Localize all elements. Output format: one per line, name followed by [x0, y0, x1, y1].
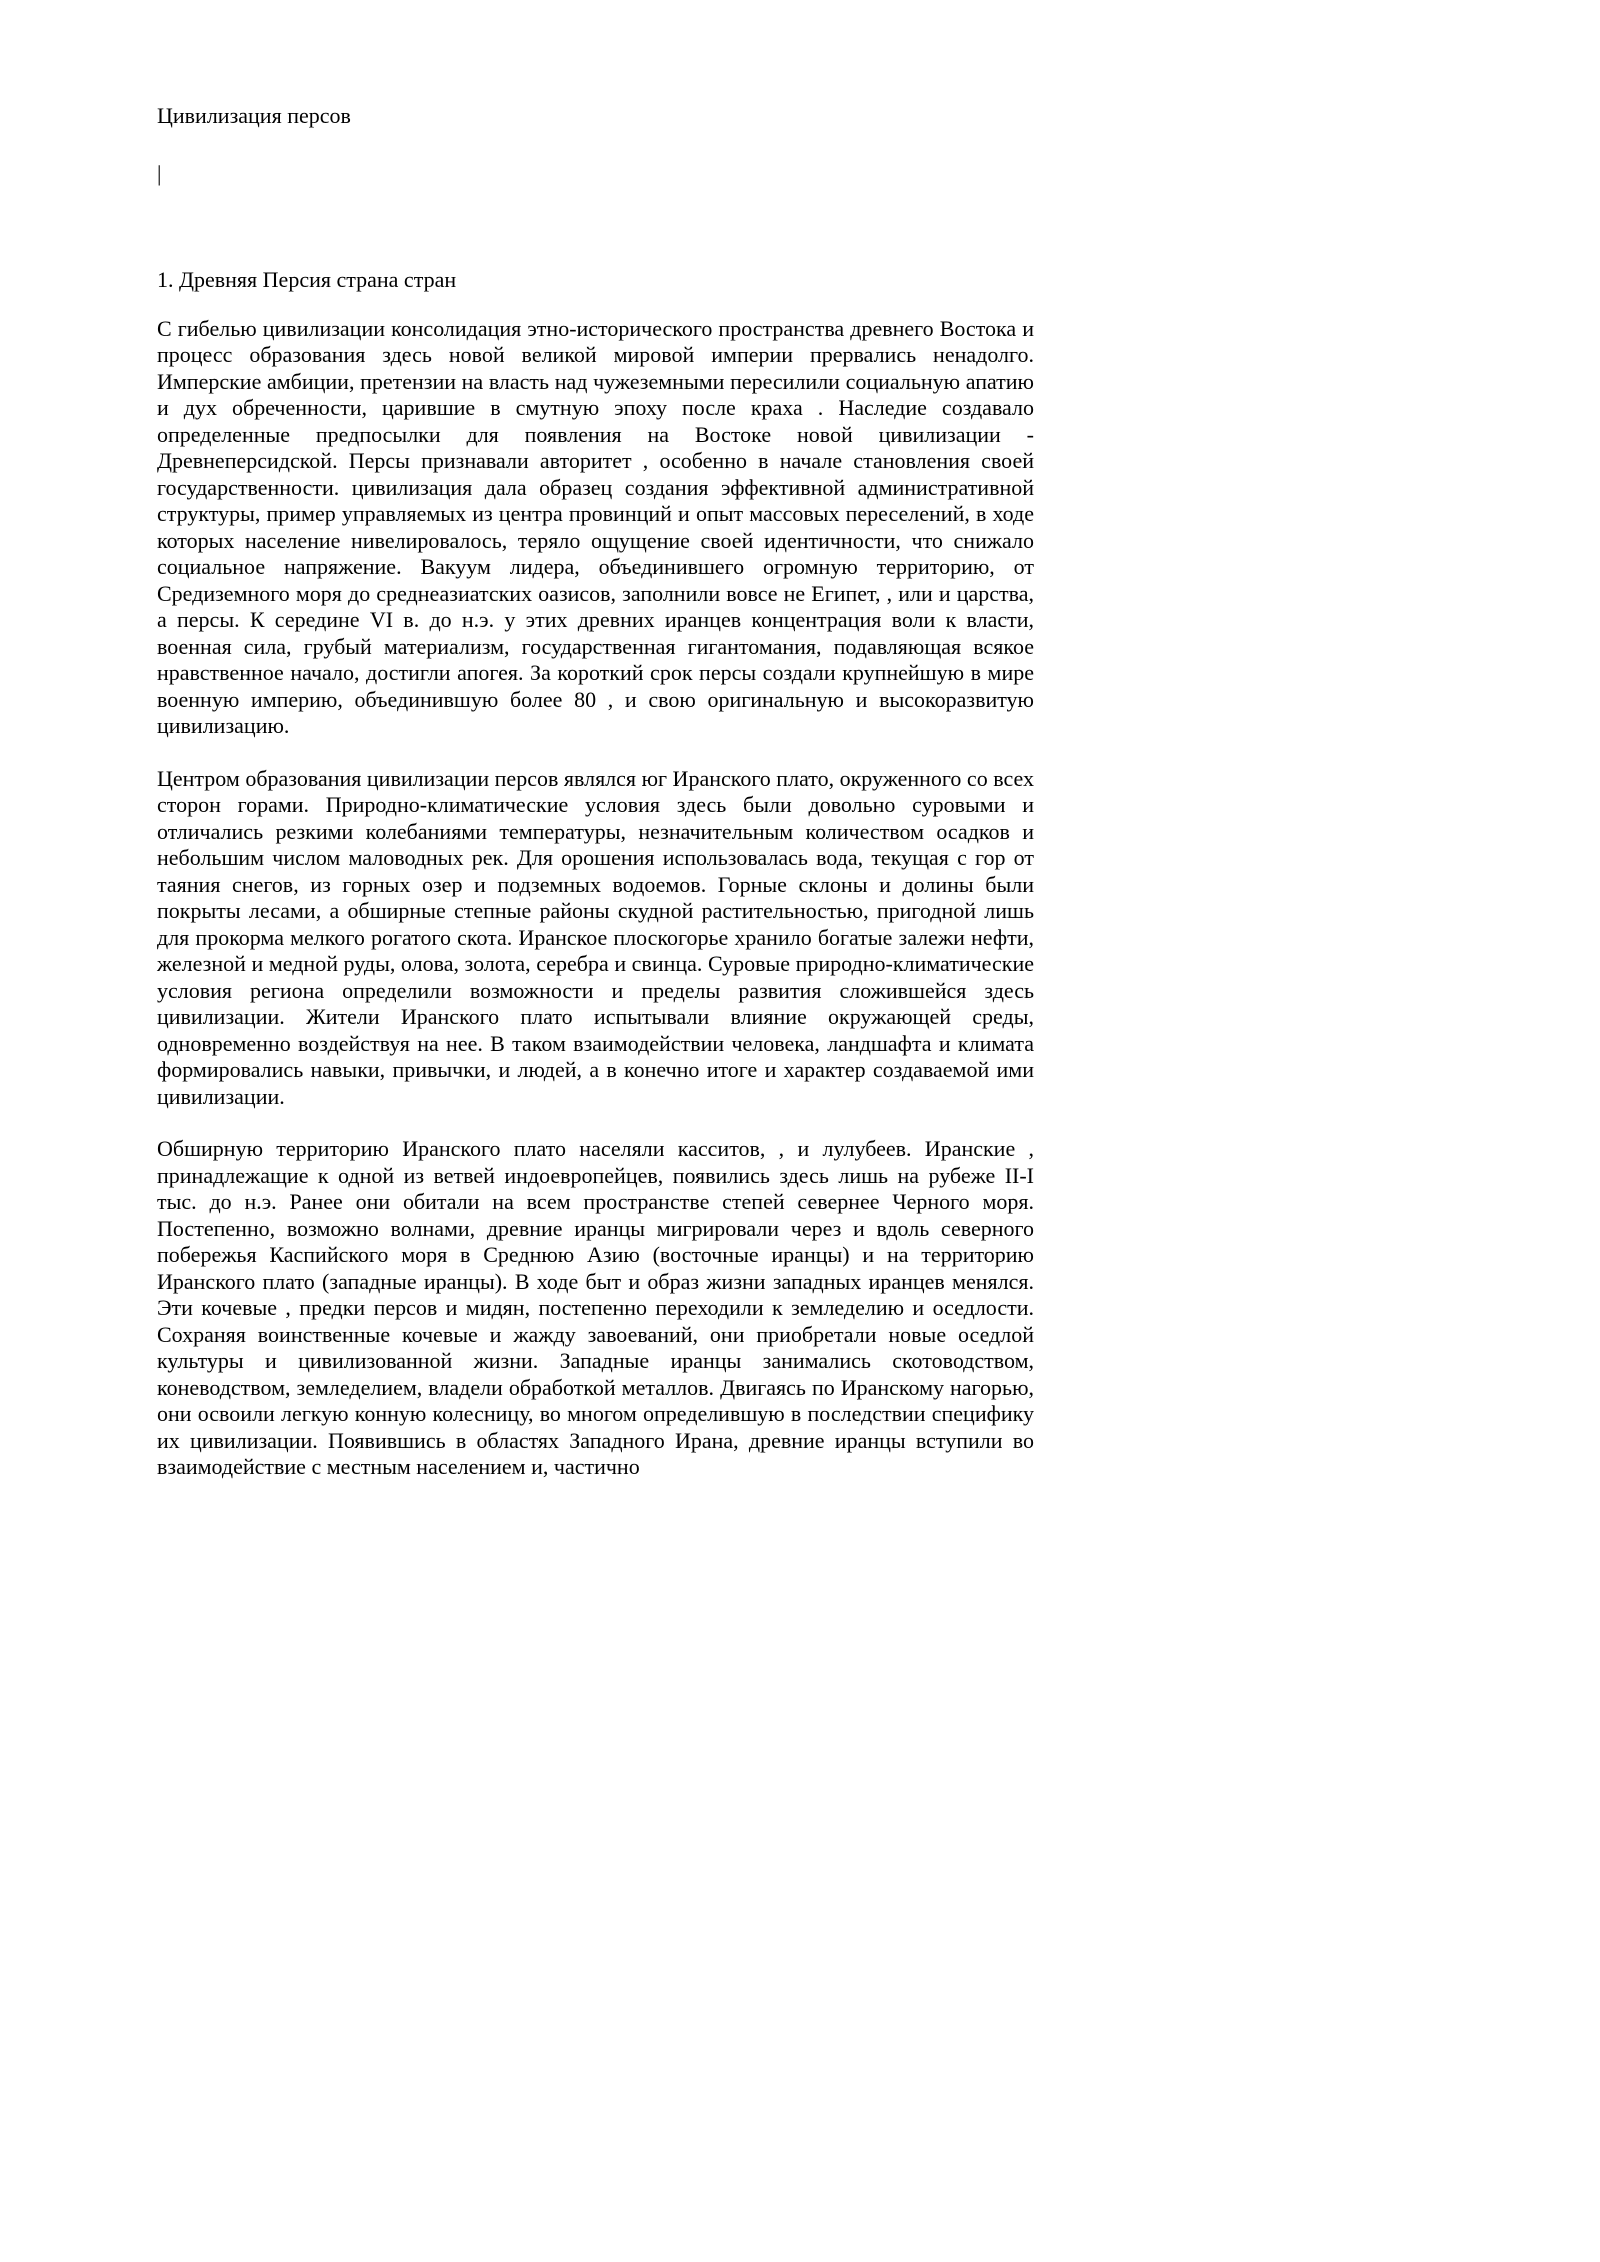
paragraph-3: Обширную территорию Иранского плато населяли касситов, , и лулубеев. Иранские , принадлежащие к одной из ветвей индоевропейцев, появились здесь лишь на рубеже II-I тыс. до н.э. Ранее они обитали на всем пространстве степей севернее Черного моря. Постепенно, возможно волнами, древние иранцы мигрировали через и вдоль северного побережья Каспийского моря в Среднюю Азию (восточные иранцы) и на территорию Иранского плато (западные иранцы). В ходе быт и образ жизни западных иранцев менялся. Эти кочевые , предки персов и мидян, постепенно переходили к земледелию и оседлости. Сохраняя воинственные кочевые и жажду завоеваний, они приобретали новые оседлой культуры и цивилизованной жизни. Западные иранцы занимались скотоводством, коневодством, земледелием, владели обработкой металлов. Двигаясь по Иранскому нагорью, они освоили легкую конную колесницу, во многом определившую в последствии специфику их цивилизации. Появившись в областях Западного Ирана, древние иранцы вступили во взаимодействие с местным населением и, частично: [157, 1136, 1034, 1479]
paragraph-1: С гибелью цивилизации консолидация этно-исторического пространства древнего Востока и процесс образования здесь новой великой мировой империи прервались ненадолго. Имперские амбиции, претензии на власть над чужеземными пересилили социальную апатию и дух обреченности, царившие в смутную эпоху после краха . Наследие создавало определенные предпосылки для появления на Востоке новой цивилизации - Древнеперсидской. Персы признавали авторитет , особенно в начале становления своей государственности. цивилизация дала образец создания эффективной административной структуры, пример управляемых из центра провинций и опыт массовых переселений, в ходе которых население нивелировалось, теряло ощущение своей идентичности, что снижало социальное напряжение. Вакуум лидера, объединившего огромную территорию, от Средиземного моря до среднеазиатских оазисов, заполнили вовсе не Египет, , или и царства, а персы. К середине VI в. до н.э. у этих древних иранцев концентрация воли к власти, военная сила, грубый материализм, государственная гигантомания, подавляющая всякое нравственное начало, достигли апогея. За короткий срок персы создали крупнейшую в мире военную империю, объединившую более 80 , и свою оригинальную и высокоразвитую цивилизацию.: [157, 315, 1034, 738]
document-content[interactable]: [157, 103, 1034, 1481]
text-cursor: |: [157, 160, 162, 186]
section-heading: 1. Древняя Персия страна стран: [157, 267, 457, 292]
paragraph-2: Центром образования цивилизации персов являлся юг Иранского плато, окруженного со всех сторон горами. Природно-климатические условия здесь были довольно суровыми и отличались резкими колебаниями температуры, незначительным количеством осадков и небольшим числом маловодных рек. Для орошения использовалась вода, текущая с гор от таяния снегов, из горных озер и подземных водоемов. Горные склоны и долины были покрыты лесами, а обширные степные районы скудной растительностью, пригодной лишь для прокорма мелкого рогатого скота. Иранское плоскогорье хранило богатые залежи нефти, железной и медной руды, олова, золота, серебра и свинца. Суровые природно-климатические условия региона определили возможности и пределы развития сложившейся здесь цивилизации. Жители Иранского плато испытывали влияние окружающей среды, одновременно воздействуя на нее. В таком взаимодействии человека, ландшафта и климата формировались навыки, привычки, и людей, а в конечно итоге и характер создаваемой ими цивилизации.: [157, 765, 1034, 1109]
document-title: Цивилизация персов: [157, 103, 351, 128]
